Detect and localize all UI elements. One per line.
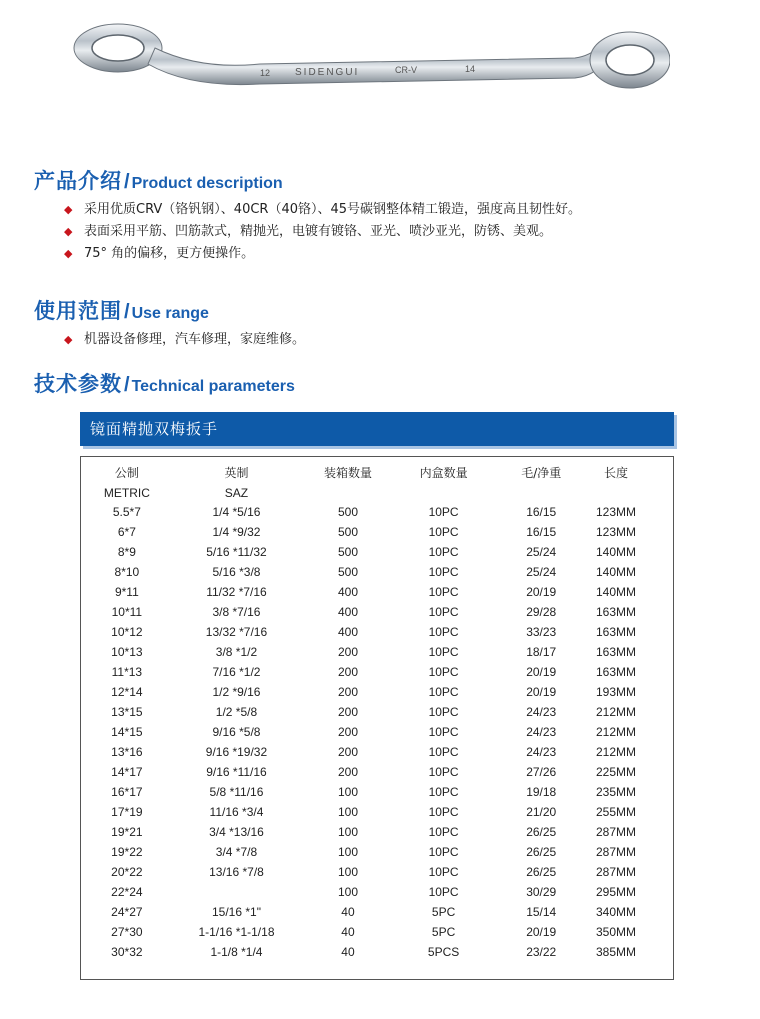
cell-weight: 21/20 <box>526 805 557 819</box>
table-row <box>81 642 641 662</box>
cell-length: 295MM <box>596 885 637 899</box>
wrench-stamp-brand: SIDENGUI <box>295 67 360 78</box>
cell-metric: 14*15 <box>111 725 143 739</box>
use-range-bullets <box>64 329 305 351</box>
cell-length: 123MM <box>596 525 637 539</box>
cell-metric: 27*30 <box>111 925 143 939</box>
spec-table-panel <box>80 412 674 980</box>
cell-carton-qty: 200 <box>337 745 358 759</box>
table-row <box>81 762 641 782</box>
cell-imperial <box>173 882 300 902</box>
col-subheader-imperial: SAZ <box>224 486 249 500</box>
cell-imperial: 1/4 *9/32 <box>212 525 261 539</box>
technical-parameters-section <box>34 368 295 398</box>
table-row <box>81 922 641 942</box>
cell-metric: 10*13 <box>111 645 143 659</box>
cell-metric: 14*17 <box>111 765 143 779</box>
cell-box-qty: 5PC <box>431 925 456 939</box>
cell-weight: 24/23 <box>526 705 557 719</box>
cell-carton-qty: 200 <box>337 725 358 739</box>
col-header-length: 长度 <box>604 466 629 480</box>
cell-carton-qty: 400 <box>337 605 358 619</box>
list-item: ◆ 机器设备修理，汽车修理，家庭维修。 <box>64 329 305 351</box>
cell-box-qty: 10PC <box>428 745 459 759</box>
section-separator: / <box>124 171 130 193</box>
cell-metric: 24*27 <box>111 905 143 919</box>
table-header-row <box>81 462 641 484</box>
cell-imperial: 5/16 *3/8 <box>212 565 261 579</box>
cell-length: 140MM <box>596 545 637 559</box>
section-separator: / <box>124 301 130 323</box>
cell-imperial: 9/16 *11/16 <box>206 765 267 779</box>
cell-box-qty: 10PC <box>428 885 459 899</box>
cell-length: 212MM <box>596 745 637 759</box>
cell-length: 140MM <box>596 565 637 579</box>
cell-box-qty: 10PC <box>428 605 459 619</box>
description-bullets <box>64 199 581 265</box>
cell-length: 212MM <box>596 725 637 739</box>
cell-imperial: 3/4 *7/8 <box>215 845 258 859</box>
cell-carton-qty: 400 <box>337 625 358 639</box>
cell-length: 287MM <box>596 865 637 879</box>
cell-weight: 25/24 <box>526 545 557 559</box>
cell-weight: 19/18 <box>526 785 557 799</box>
cell-box-qty: 10PC <box>428 765 459 779</box>
section-title-zh: 产品介绍 <box>34 169 122 193</box>
col-header-imperial: 英制 <box>224 466 249 480</box>
diamond-bullet-icon: ◆ <box>64 247 73 260</box>
cell-box-qty: 10PC <box>428 545 459 559</box>
table-row <box>81 522 641 542</box>
table-row <box>81 702 641 722</box>
cell-carton-qty: 200 <box>337 665 358 679</box>
cell-weight: 20/19 <box>526 585 557 599</box>
cell-length: 287MM <box>596 845 637 859</box>
cell-metric: 9*11 <box>114 585 139 599</box>
cell-box-qty: 10PC <box>428 805 459 819</box>
cell-carton-qty: 100 <box>337 845 358 859</box>
cell-weight: 20/19 <box>526 665 557 679</box>
cell-box-qty: 10PC <box>428 585 459 599</box>
table-row <box>81 882 641 902</box>
cell-imperial: 3/4 *13/16 <box>209 825 264 839</box>
col-header-weight: 毛/净重 <box>521 466 562 480</box>
wrench-stamp-right: 14 <box>465 64 476 74</box>
cell-imperial: 9/16 *19/32 <box>205 745 268 759</box>
cell-weight: 16/15 <box>526 505 557 519</box>
cell-length: 163MM <box>596 625 637 639</box>
table-row <box>81 862 641 882</box>
table-body <box>81 502 641 962</box>
cell-box-qty: 10PC <box>428 825 459 839</box>
cell-box-qty: 10PC <box>428 845 459 859</box>
diamond-bullet-icon: ◆ <box>64 333 73 346</box>
section-title-en: Technical parameters <box>131 378 295 395</box>
cell-carton-qty: 200 <box>337 705 358 719</box>
table-row <box>81 622 641 642</box>
cell-weight: 27/26 <box>526 765 557 779</box>
cell-metric: 6*7 <box>117 525 136 539</box>
section-heading <box>34 368 295 398</box>
cell-weight: 15/14 <box>526 905 557 919</box>
cell-length: 140MM <box>596 585 637 599</box>
cell-carton-qty: 40 <box>341 905 355 919</box>
cell-metric: 8*9 <box>117 545 136 559</box>
cell-imperial: 11/32 *7/16 <box>206 585 267 599</box>
cell-carton-qty: 500 <box>337 505 358 519</box>
cell-weight: 33/23 <box>526 625 557 639</box>
wrench-stamp-material: CR-V <box>395 65 417 75</box>
table-row <box>81 562 641 582</box>
cell-length: 193MM <box>596 685 637 699</box>
cell-metric: 16*17 <box>111 785 143 799</box>
cell-box-qty: 5PCS <box>427 945 460 959</box>
cell-box-qty: 10PC <box>428 525 459 539</box>
cell-imperial: 11/16 *3/4 <box>209 805 264 819</box>
cell-imperial: 1-1/16 *1-1/18 <box>198 925 275 939</box>
cell-carton-qty: 100 <box>337 825 358 839</box>
section-title-en: Product description <box>131 175 283 192</box>
cell-imperial: 3/8 *7/16 <box>212 605 261 619</box>
cell-length: 225MM <box>596 765 637 779</box>
table-title: 镜面精抛双梅扳手 <box>80 412 674 446</box>
cell-weight: 26/25 <box>526 865 557 879</box>
section-heading <box>34 295 305 325</box>
wrench-stamp-left: 12 <box>260 68 271 78</box>
cell-metric: 19*21 <box>111 825 143 839</box>
product-description-section <box>34 165 581 265</box>
table-row <box>81 582 641 602</box>
cell-length: 385MM <box>596 945 637 959</box>
spec-table <box>81 462 641 962</box>
cell-box-qty: 10PC <box>428 665 459 679</box>
cell-box-qty: 10PC <box>428 725 459 739</box>
cell-weight: 26/25 <box>526 845 557 859</box>
cell-imperial: 9/16 *5/8 <box>212 725 261 739</box>
cell-box-qty: 10PC <box>428 625 459 639</box>
cell-weight: 29/28 <box>526 605 557 619</box>
cell-length: 340MM <box>596 905 637 919</box>
section-title-zh: 使用范围 <box>34 299 122 323</box>
cell-carton-qty: 200 <box>337 645 358 659</box>
spec-table-box <box>80 456 674 980</box>
cell-carton-qty: 400 <box>337 585 358 599</box>
cell-imperial: 7/16 *1/2 <box>212 665 261 679</box>
col-subheader-metric: METRIC <box>103 486 150 500</box>
cell-metric: 11*13 <box>111 665 143 679</box>
cell-length: 163MM <box>596 645 637 659</box>
section-title-zh: 技术参数 <box>34 372 122 396</box>
cell-carton-qty: 500 <box>337 565 358 579</box>
cell-metric: 13*15 <box>111 705 143 719</box>
cell-carton-qty: 100 <box>337 885 358 899</box>
cell-carton-qty: 500 <box>337 525 358 539</box>
cell-weight: 24/23 <box>526 745 557 759</box>
cell-weight: 18/17 <box>526 645 557 659</box>
table-row <box>81 602 641 622</box>
table-row <box>81 662 641 682</box>
cell-imperial: 1/4 *5/16 <box>212 505 261 519</box>
cell-length: 212MM <box>596 705 637 719</box>
cell-imperial: 1-1/8 *1/4 <box>210 945 263 959</box>
cell-box-qty: 10PC <box>428 865 459 879</box>
table-row <box>81 502 641 522</box>
cell-length: 287MM <box>596 825 637 839</box>
cell-length: 123MM <box>596 505 637 519</box>
cell-box-qty: 10PC <box>428 565 459 579</box>
col-header-metric: 公制 <box>114 466 139 480</box>
section-title-en: Use range <box>131 305 209 322</box>
cell-metric: 8*10 <box>114 565 140 579</box>
cell-carton-qty: 200 <box>337 765 358 779</box>
table-row <box>81 822 641 842</box>
list-item: ◆ 采用优质CRV（铬钒钢）、40CR（40铬）、45号碳钢整体精工锻造，强度高且韧性好。 <box>64 199 581 221</box>
cell-weight: 20/19 <box>526 685 557 699</box>
cell-weight: 24/23 <box>526 725 557 739</box>
cell-weight: 16/15 <box>526 525 557 539</box>
section-separator: / <box>124 374 130 396</box>
cell-imperial: 1/2 *5/8 <box>215 705 258 719</box>
cell-box-qty: 10PC <box>428 705 459 719</box>
cell-length: 350MM <box>596 925 637 939</box>
cell-imperial: 5/8 *11/16 <box>209 785 264 799</box>
cell-imperial: 3/8 *1/2 <box>215 645 258 659</box>
cell-carton-qty: 200 <box>337 685 358 699</box>
cell-box-qty: 10PC <box>428 685 459 699</box>
table-subheader-row <box>81 484 641 502</box>
table-row <box>81 942 641 962</box>
cell-length: 163MM <box>596 605 637 619</box>
table-row <box>81 682 641 702</box>
cell-carton-qty: 100 <box>337 805 358 819</box>
cell-metric: 22*24 <box>111 885 143 899</box>
cell-weight: 23/22 <box>526 945 557 959</box>
cell-carton-qty: 500 <box>337 545 358 559</box>
section-heading <box>34 165 581 195</box>
wrench-product-image <box>70 18 670 118</box>
cell-weight: 20/19 <box>526 925 557 939</box>
cell-carton-qty: 100 <box>337 785 358 799</box>
cell-length: 235MM <box>596 785 637 799</box>
list-item: ◆ 表面采用平筋、凹筋款式，精抛光，电镀有镀铬、亚光、喷沙亚光，防锈、美观。 <box>64 221 581 243</box>
cell-length: 163MM <box>596 665 637 679</box>
cell-box-qty: 10PC <box>428 785 459 799</box>
diamond-bullet-icon: ◆ <box>64 203 73 216</box>
cell-weight: 26/25 <box>526 825 557 839</box>
table-row <box>81 842 641 862</box>
cell-metric: 17*19 <box>111 805 143 819</box>
diamond-bullet-icon: ◆ <box>64 225 73 238</box>
list-item: ◆ 75° 角的偏移，更方便操作。 <box>64 243 581 265</box>
cell-box-qty: 10PC <box>428 645 459 659</box>
table-row <box>81 742 641 762</box>
cell-imperial: 13/32 *7/16 <box>205 625 268 639</box>
cell-imperial: 1/2 *9/16 <box>212 685 261 699</box>
cell-carton-qty: 100 <box>337 865 358 879</box>
cell-box-qty: 5PC <box>431 905 456 919</box>
cell-weight: 25/24 <box>526 565 557 579</box>
table-row <box>81 722 641 742</box>
table-row <box>81 782 641 802</box>
cell-metric: 5.5*7 <box>112 505 141 519</box>
cell-imperial: 5/16 *11/32 <box>206 545 267 559</box>
cell-metric: 10*11 <box>111 605 143 619</box>
col-header-carton-qty: 装箱数量 <box>323 466 372 480</box>
cell-metric: 13*16 <box>111 745 143 759</box>
cell-weight: 30/29 <box>526 885 557 899</box>
table-row <box>81 542 641 562</box>
cell-imperial: 13/16 *7/8 <box>209 865 264 879</box>
cell-metric: 20*22 <box>111 865 143 879</box>
table-row <box>81 802 641 822</box>
cell-imperial: 15/16 *1" <box>211 905 261 919</box>
cell-carton-qty: 40 <box>341 925 355 939</box>
cell-metric: 30*32 <box>111 945 143 959</box>
table-row <box>81 902 641 922</box>
cell-metric: 10*12 <box>111 625 143 639</box>
cell-carton-qty: 40 <box>341 945 355 959</box>
cell-metric: 19*22 <box>111 845 143 859</box>
cell-length: 255MM <box>596 805 637 819</box>
use-range-section <box>34 295 305 351</box>
col-header-box-qty: 内盒数量 <box>419 466 468 480</box>
cell-box-qty: 10PC <box>428 505 459 519</box>
cell-metric: 12*14 <box>111 685 143 699</box>
